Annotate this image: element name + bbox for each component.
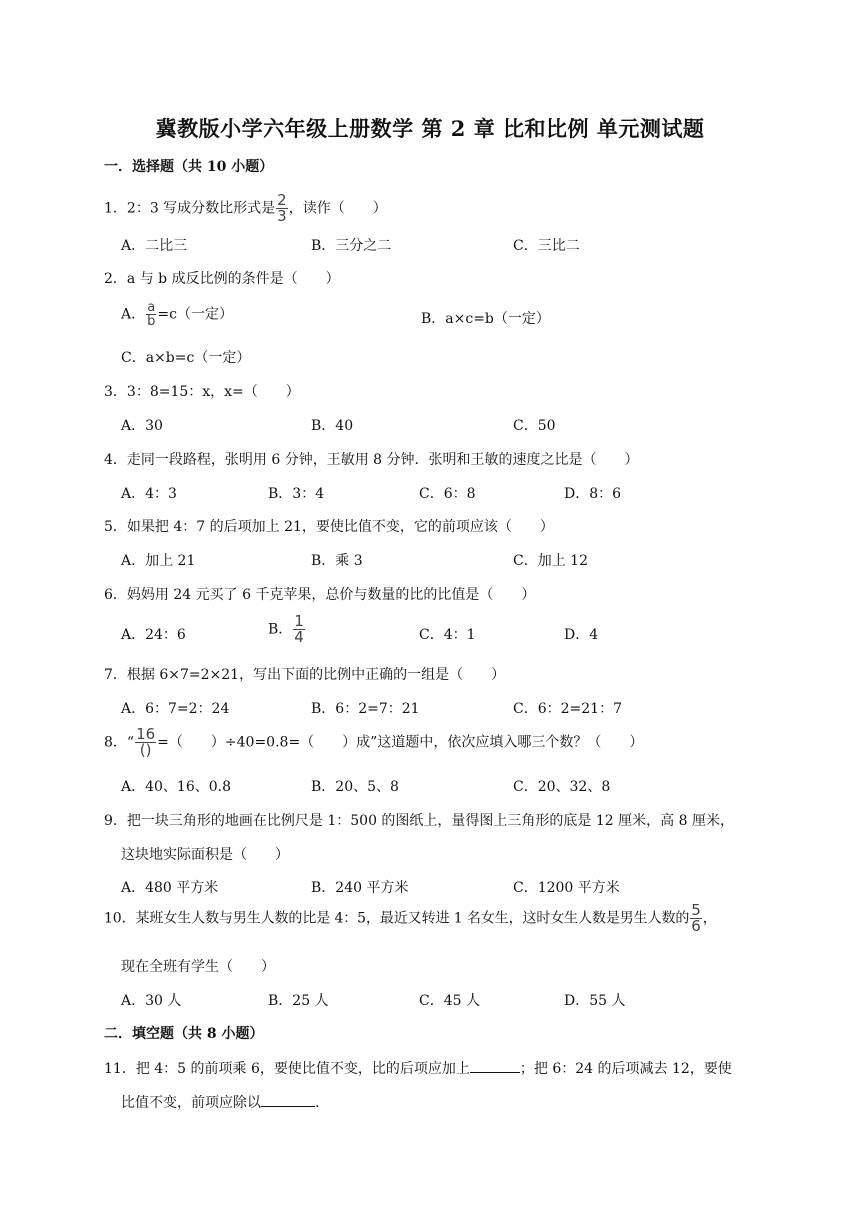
q7-option-b[interactable]: B．6：2=7：21: [311, 701, 420, 717]
q7-option-c[interactable]: C．6：2=21：7: [513, 701, 622, 717]
fraction: $\frac{a}{b}$: [147, 300, 156, 329]
section-heading-fill: 二．填空题（共 8 小题）: [104, 1026, 264, 1042]
q9-option-c[interactable]: C．1200 平方米: [513, 880, 620, 896]
q7-option-a[interactable]: A．6：7=2：24: [121, 701, 230, 717]
fraction: $\frac{2}{3}$: [277, 191, 287, 225]
question-11-line-2: 比值不变，前项应除以 .: [121, 1092, 319, 1112]
q5-option-a[interactable]: A．加上 21: [121, 553, 196, 569]
q8-option-c[interactable]: C．20、32、8: [513, 779, 611, 795]
question-1: 1．2：3 写成分数比形式是 $\frac{2}{3}$ ，读作（ ）: [104, 191, 387, 225]
q6-option-b[interactable]: B． $\frac{1}{4}$: [268, 612, 304, 646]
question-8: 8．“ $\frac{16}{()}$ =（ ）÷40=0.8=（ ）成”这道题中，依次应填入哪三个数？（ ）: [104, 725, 644, 759]
q2-option-b[interactable]: B．a×c=b（一定）: [421, 311, 550, 327]
q2-option-a[interactable]: A． $\frac{a}{b}$ =c（一定）: [121, 300, 233, 329]
q10-option-d[interactable]: D．55 人: [564, 993, 626, 1009]
question-10-line-1: 10．某班女生人数与男生人数的比是 4：5，最近又转进 1 名女生，这时女生人数是男生人数的 $\frac{5}{6}$ ，: [104, 901, 717, 935]
q1-option-a[interactable]: A．二比三: [121, 238, 188, 254]
q9-option-a[interactable]: A．480 平方米: [121, 880, 219, 896]
q3-option-a[interactable]: A．30: [121, 418, 163, 434]
q5-option-b[interactable]: B．乘 3: [311, 553, 363, 569]
question-6: 6．妈妈用 24 元买了 6 千克苹果，总价与数量的比的比值是（ ）: [104, 587, 536, 603]
q4-option-b[interactable]: B．3：4: [268, 486, 325, 502]
question-5: 5．如果把 4：7 的后项加上 21，要使比值不变，它的前项应该（ ）: [104, 519, 554, 535]
q3-option-c[interactable]: C．50: [513, 418, 556, 434]
question-11-line-1: 11．把 4：5 的前项乘 6，要使比值不变，比的后项应加上 ；把 6：24 的后项减去 12，要使: [104, 1058, 732, 1078]
q8-option-b[interactable]: B．20、5、8: [311, 779, 399, 795]
q4-option-d[interactable]: D．8：6: [564, 486, 622, 502]
question-4: 4．走同一段路程，张明用 6 分钟，王敏用 8 分钟．张明和王敏的速度之比是（ ）: [104, 452, 639, 468]
q5-option-c[interactable]: C．加上 12: [513, 553, 588, 569]
q6-option-c[interactable]: C．4：1: [419, 627, 476, 643]
question-9-line-2: 这块地实际面积是（ ）: [121, 847, 289, 863]
page-title: 冀教版小学六年级上册数学 第 2 章 比和比例 单元测试题: [155, 116, 705, 141]
q10-option-c[interactable]: C．45 人: [419, 993, 480, 1009]
q6-option-d[interactable]: D．4: [564, 627, 599, 643]
fraction: $\frac{16}{()}$: [136, 725, 156, 759]
q9-option-b[interactable]: B．240 平方米: [311, 880, 409, 896]
question-2: 2．a 与 b 成反比例的条件是（ ）: [104, 271, 340, 287]
q4-option-a[interactable]: A．4：3: [121, 486, 177, 502]
fraction: $\frac{5}{6}$: [691, 901, 701, 935]
q3-option-b[interactable]: B．40: [311, 418, 354, 434]
q1-option-c[interactable]: C．三比二: [513, 238, 580, 254]
question-9-line-1: 9．把一块三角形的地画在比例尺是 1：500 的图纸上，量得图上三角形的底是 12 厘米，高 8 厘米，: [104, 813, 734, 829]
fraction: $\frac{1}{4}$: [294, 612, 304, 646]
q1-option-b[interactable]: B．三分之二: [311, 238, 392, 254]
q10-option-a[interactable]: A．30 人: [121, 993, 182, 1009]
answer-blank[interactable]: [261, 1092, 315, 1107]
answer-blank[interactable]: [470, 1058, 520, 1073]
q4-option-c[interactable]: C．6：8: [419, 486, 476, 502]
question-3: 3．3：8=15：x，x=（ ）: [104, 384, 300, 400]
question-7: 7．根据 6×7=2×21，写出下面的比例中正确的一组是（ ）: [104, 667, 506, 683]
question-10-line-2: 现在全班有学生（ ）: [121, 959, 275, 975]
q6-option-a[interactable]: A．24：6: [121, 627, 186, 643]
q8-option-a[interactable]: A．40、16、0.8: [121, 779, 232, 795]
q2-option-c[interactable]: C．a×b=c（一定）: [121, 350, 251, 366]
q10-option-b[interactable]: B．25 人: [268, 993, 329, 1009]
section-heading-choice: 一．选择题（共 10 小题）: [104, 159, 274, 175]
